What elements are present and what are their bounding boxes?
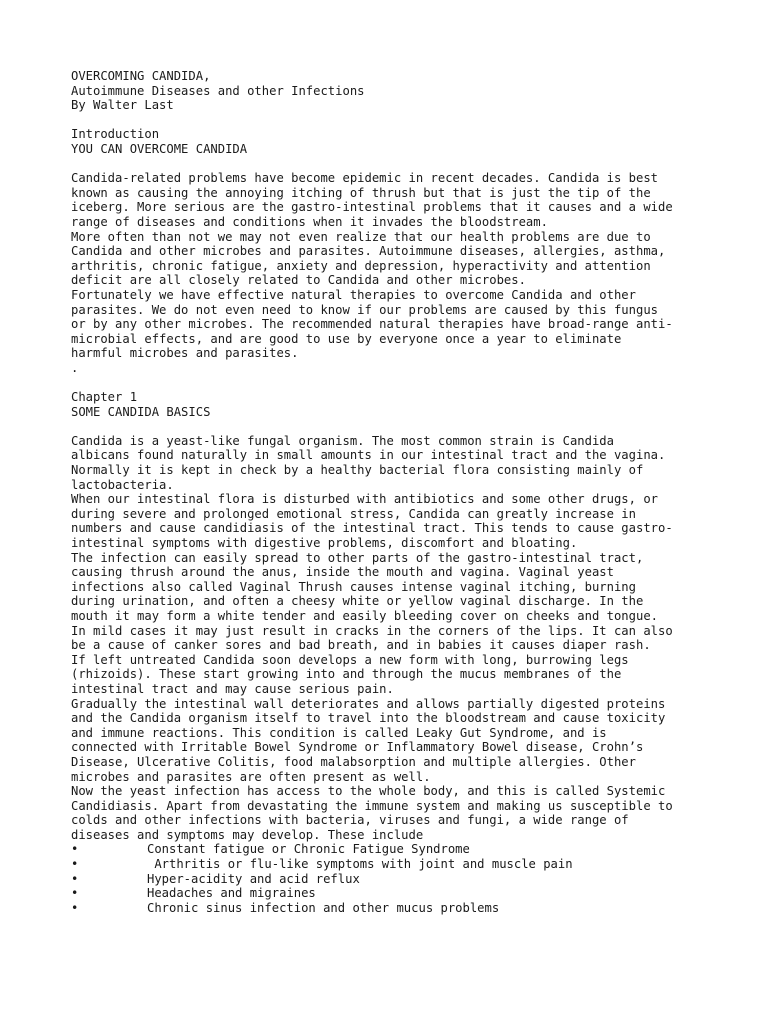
intro-line: Candida-related problems have become epidemic in recent decades. Candida is best	[71, 171, 658, 186]
chapter-line: If left untreated Candida soon develops a new form with long, burrowing legs	[71, 652, 629, 667]
spacer	[71, 113, 711, 128]
chapter-line: In mild cases it may just result in cracks in the corners of the lips. It can also	[71, 623, 673, 638]
list-item	[71, 886, 711, 901]
chapter-line: numbers and cause candidiasis of the intestinal tract. This tends to cause gastro-	[71, 521, 673, 536]
document-title: OVERCOMING CANDIDA,	[71, 69, 211, 83]
intro-line: range of diseases and conditions when it invades the bloodstream.	[71, 214, 548, 229]
chapter-line: during urination, and often a cheesy white or yellow vaginal discharge. In the	[71, 594, 644, 609]
bullet-icon: •	[71, 857, 79, 872]
list-item	[71, 901, 711, 916]
chapter-line: and the Candida organism itself to travel into the bloodstream and cause toxicity	[71, 711, 666, 726]
chapter-line: Disease, Ulcerative Colitis, food malabsorption and multiple allergies. Other	[71, 754, 636, 769]
intro-line: Fortunately we have effective natural therapies to overcome Candida and other	[71, 287, 636, 302]
chapter-heading: SOME CANDIDA BASICS	[71, 404, 211, 419]
chapter-line: colds and other infections with bacteria, viruses and fungi, a wide range of	[71, 813, 629, 828]
chapter-line: The infection can easily spread to other parts of the gastro-intestinal tract,	[71, 550, 644, 565]
spacer	[71, 157, 711, 172]
chapter-line: Normally it is kept in check by a healthy bacterial flora consisting mainly of	[71, 463, 644, 478]
chapter-line: microbes and parasites are often present as well.	[71, 769, 431, 784]
chapter-line: intestinal symptoms with digestive problems, discomfort and bloating.	[71, 536, 578, 550]
intro-body	[71, 171, 711, 375]
chapter-line: mouth it may form a white tender and easily bleeding cover on cheeks and tongue.	[71, 608, 658, 623]
chapter-line: during severe and prolonged emotional stress, Candida can greatly increase in	[71, 506, 636, 521]
chapter-line: be a cause of canker sores and bad breath, and in babies it causes diaper rash.	[71, 638, 651, 653]
bullet-icon: •	[71, 900, 79, 915]
bullet-icon: •	[71, 871, 79, 886]
chapter-line: and immune reactions. This condition is called Leaky Gut Syndrome, and is	[71, 725, 607, 740]
intro-line: parasites. We do not even need to know if our problems are caused by this fungus	[71, 302, 658, 317]
chapter-line: (rhizoids). These start growing into and through the mucus membranes of the	[71, 667, 622, 682]
spacer	[71, 419, 711, 434]
intro-line: known as causing the annoying itching of thrush but that is just the tip of the	[71, 185, 651, 200]
list-item	[71, 872, 711, 887]
chapter-line: diseases and symptoms may develop. These include	[71, 827, 424, 842]
intro-line: microbial effects, and are good to use by everyone once a year to eliminate	[71, 331, 622, 346]
chapter-line: Gradually the intestinal wall deteriorates and allows partially digested proteins	[71, 696, 666, 711]
list-item-text: Headaches and migraines	[147, 886, 316, 901]
chapter-line: connected with Irritable Bowel Syndrome or Inflammatory Bowel disease, Crohn’s	[71, 740, 644, 755]
list-item-text: Hyper-acidity and acid reflux	[147, 871, 360, 886]
chapter-line: lactobacteria.	[71, 477, 174, 492]
intro-line: Candida and other microbes and parasites. Autoimmune diseases, allergies, asthma,	[71, 244, 666, 259]
list-item-text: Arthritis or flu-like symptoms with joint and muscle pain	[147, 857, 573, 872]
chapter-line: causing thrush around the anus, inside the mouth and vagina. Vaginal yeast	[71, 565, 614, 580]
symptom-list	[71, 842, 711, 915]
document-subtitle: Autoimmune Diseases and other Infections	[71, 83, 365, 98]
intro-line: deficit are all closely related to Candida and other microbes.	[71, 273, 526, 288]
intro-line: or by any other microbes. The recommended natural therapies have broad-range anti-	[71, 317, 673, 332]
bullet-icon: •	[71, 842, 79, 857]
intro-line: More often than not we may not even realize that our health problems are due to	[71, 229, 651, 244]
chapter-line: albicans found naturally in small amounts in our intestinal tract and the vagina.	[71, 448, 666, 463]
intro-line: iceberg. More serious are the gastro-intestinal problems that it causes and a wide	[71, 200, 673, 215]
document-author: By Walter Last	[71, 98, 174, 113]
chapter-line: Candidiasis. Apart from devastating the immune system and making us susceptible to	[71, 798, 673, 813]
bullet-icon: •	[71, 886, 79, 901]
chapter-line: When our intestinal flora is disturbed with antibiotics and some other drugs, or	[71, 492, 658, 507]
chapter-body	[71, 434, 711, 843]
spacer	[71, 375, 711, 390]
chapter-line: Now the yeast infection has access to the whole body, and this is called Systemic	[71, 784, 666, 799]
chapter-line: infections also called Vaginal Thrush causes intense vaginal itching, burning	[71, 579, 636, 594]
chapter-line: intestinal tract and may cause serious pain.	[71, 681, 394, 696]
document-page	[71, 69, 711, 915]
chapter-line: Candida is a yeast-like fungal organism. The most common strain is Candida	[71, 433, 614, 448]
list-item-text: Chronic sinus infection and other mucus problems	[147, 900, 500, 915]
intro-label: Introduction	[71, 127, 160, 142]
intro-line: harmful microbes and parasites.	[71, 346, 299, 361]
intro-line: .	[71, 360, 79, 375]
list-item	[71, 842, 711, 857]
list-item-text: Constant fatigue or Chronic Fatigue Syndrome	[147, 842, 470, 857]
list-item	[71, 857, 711, 872]
intro-heading: YOU CAN OVERCOME CANDIDA	[71, 141, 248, 156]
intro-line: arthritis, chronic fatigue, anxiety and depression, hyperactivity and attention	[71, 258, 651, 273]
chapter-label: Chapter 1	[71, 390, 138, 405]
